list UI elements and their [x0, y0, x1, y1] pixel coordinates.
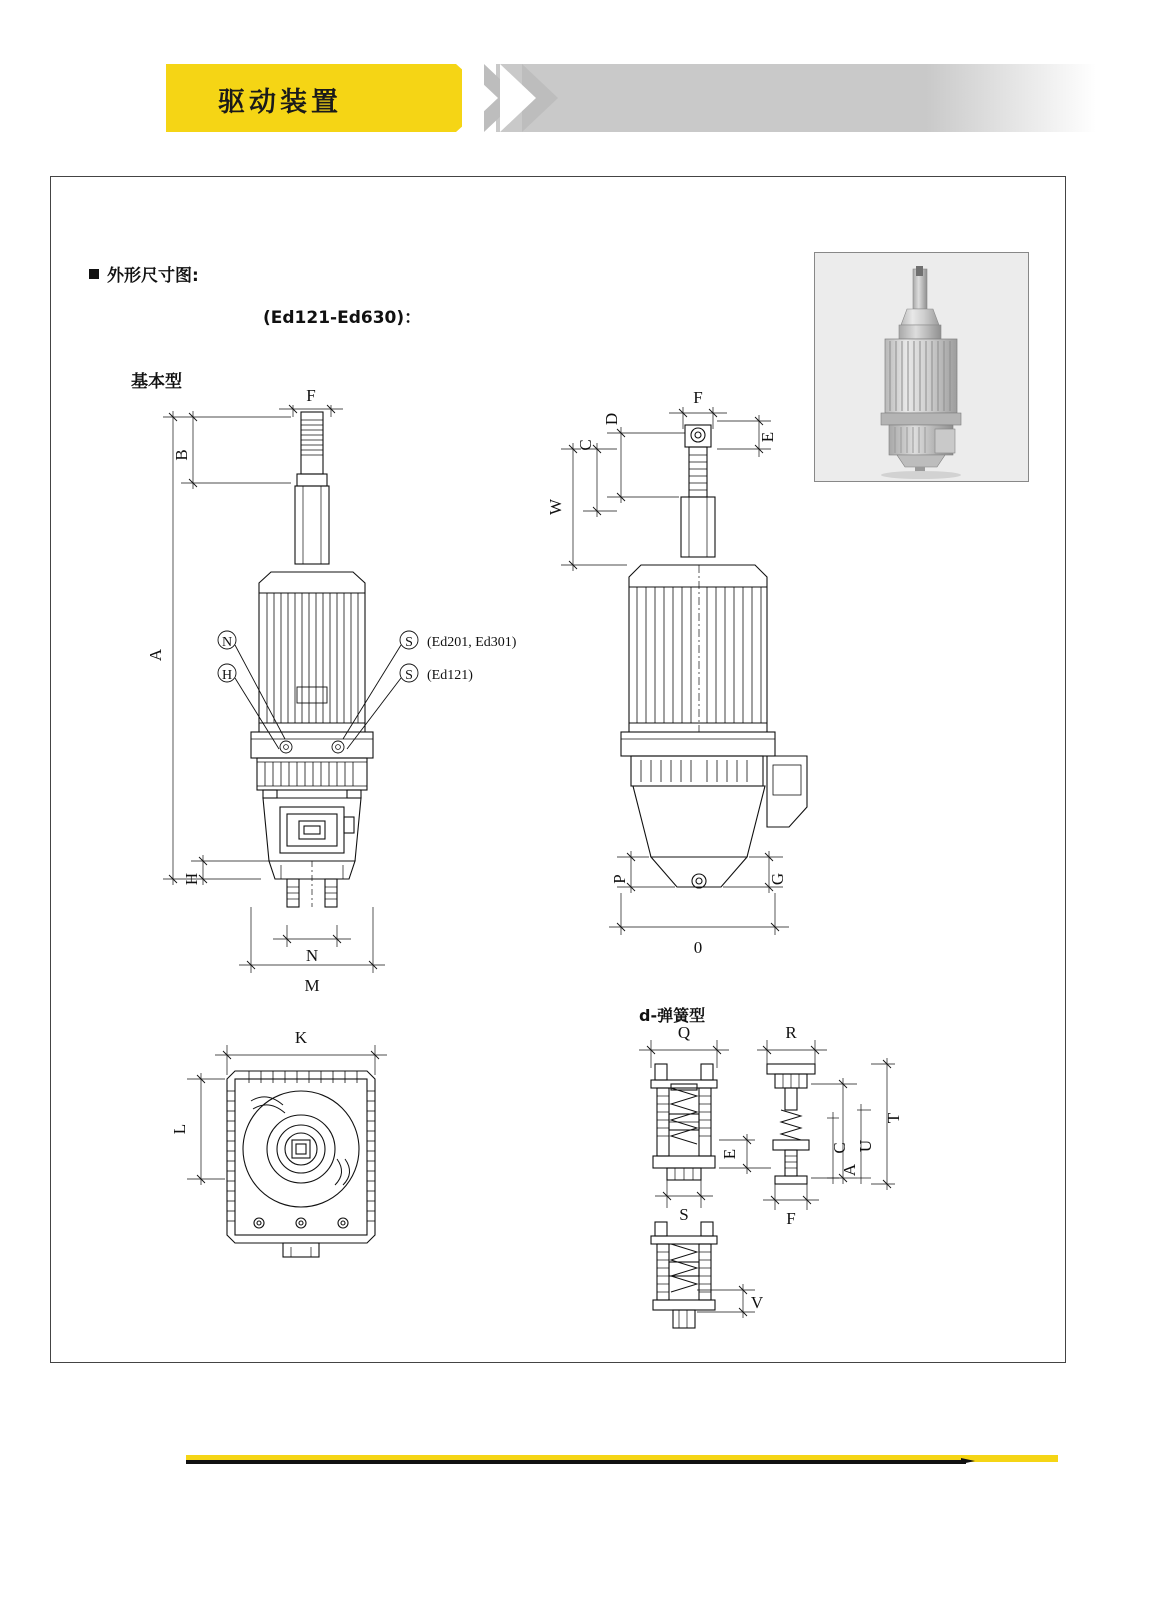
- page-title: 驱动装置: [218, 87, 342, 118]
- dim-label-V: V: [750, 1293, 764, 1312]
- dim-label-E: E: [758, 431, 777, 443]
- callout-S-2: S: [405, 668, 413, 683]
- dim-label-F: F: [306, 387, 316, 405]
- dim-label-F-side: F: [693, 388, 703, 407]
- square-bullet-icon: [89, 269, 99, 279]
- chevron-right-icon: [462, 64, 498, 132]
- dim-label-E-spring: E: [720, 1148, 739, 1160]
- callout-note-ed121: (Ed121): [427, 668, 473, 683]
- callout-S-1: S: [405, 635, 413, 650]
- footer-black-rule: [186, 1460, 966, 1464]
- dim-label-S: S: [679, 1205, 689, 1224]
- dim-label-P: P: [610, 874, 629, 884]
- section-heading: [89, 261, 199, 286]
- dim-label-O: 0: [693, 938, 703, 957]
- dim-label-U: U: [856, 1139, 875, 1153]
- dim-label-C: C: [576, 439, 595, 451]
- dim-label-B: B: [172, 449, 191, 461]
- side-view-drawing: [521, 387, 921, 987]
- spring-type-label: d-弹簧型: [639, 1006, 706, 1025]
- content-frame: [50, 176, 1066, 1363]
- callout-N: N: [221, 635, 233, 650]
- dim-label-G: G: [768, 872, 787, 886]
- dim-label-W: W: [546, 498, 565, 516]
- dim-label-M: M: [304, 976, 320, 995]
- dim-label-A-spring: A: [840, 1163, 859, 1177]
- chevron-right-icon: [500, 64, 536, 132]
- header-grey-fade: [926, 64, 1096, 132]
- dim-label-L: L: [170, 1123, 189, 1135]
- basic-type-label: 基本型: [131, 372, 182, 392]
- dim-label-D: D: [602, 412, 621, 426]
- page-header-banner: [166, 64, 1096, 132]
- callout-H: H: [221, 668, 233, 683]
- dim-label-R: R: [785, 1023, 797, 1042]
- top-view-drawing: [131, 1027, 461, 1327]
- dim-label-N: N: [305, 946, 319, 965]
- callout-note-ed201-ed301: (Ed201, Ed301): [427, 635, 517, 650]
- footer-arrow-icon: [961, 1458, 975, 1464]
- front-view-drawing: [111, 387, 531, 1007]
- dim-label-C-spring: C: [830, 1142, 849, 1154]
- section-heading-label: 外形尺寸图:: [107, 266, 199, 286]
- page-footer-rule: [186, 1455, 1058, 1467]
- dim-label-A: A: [146, 648, 165, 662]
- model-range-label: (Ed121-Ed630)：: [263, 308, 422, 328]
- dim-label-F-spring: F: [786, 1209, 796, 1228]
- spring-type-drawing: [571, 1022, 971, 1342]
- dim-label-H: H: [182, 872, 201, 886]
- dim-label-K: K: [294, 1028, 308, 1047]
- dim-label-T: T: [884, 1112, 903, 1124]
- dim-label-Q: Q: [677, 1023, 691, 1042]
